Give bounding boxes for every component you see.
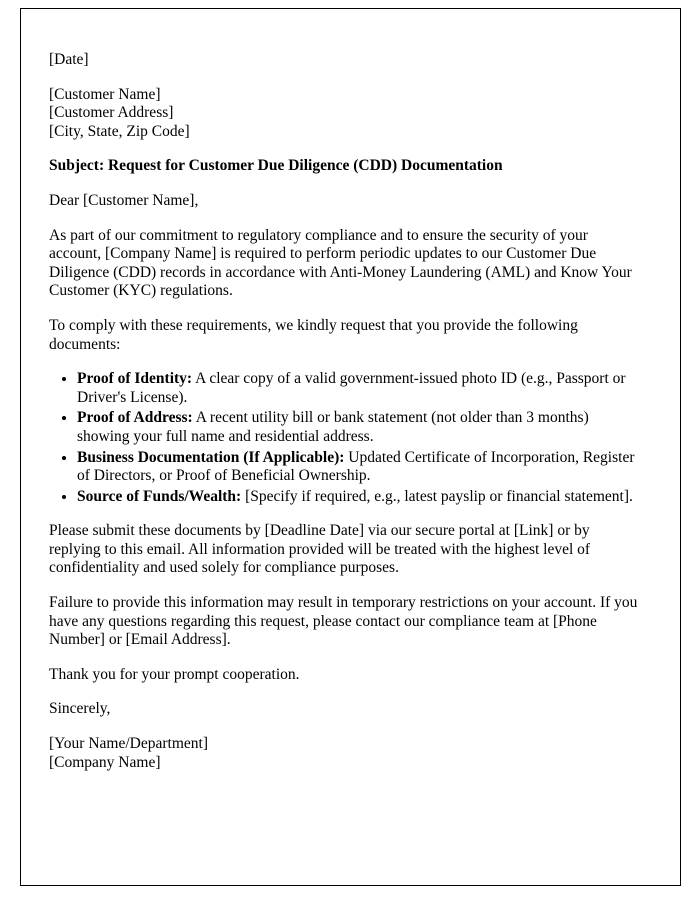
intro-paragraph: As part of our commitment to regulatory compliance and to ensure the security of your account, [Company Name] is required to perform periodic updates to our Customer Due Diligence (CDD) records in accordance with Anti-Money Laundering (AML) and Know Your Customer (KYC) regulations.	[49, 226, 632, 300]
recipient-name: [Customer Name]	[49, 85, 161, 103]
bullet-label: Proof of Identity:	[77, 370, 193, 388]
bullet-text: A recent utility bill or bank statement (not older than 3 months) showing your full name and residential address.	[77, 409, 589, 445]
failure-warning-paragraph: Failure to provide this information may result in temporary restrictions on your account. If you have any questions regarding this request, please contact our compliance team at [Phone Number] or [Email Address].	[49, 594, 638, 649]
document-list	[49, 370, 642, 506]
recipient-block	[49, 86, 642, 142]
bullet-text: Updated Certificate of Incorporation, Register of Directors, or Proof of Beneficial Ownership.	[77, 448, 635, 485]
thanks-paragraph: Thank you for your prompt cooperation.	[49, 665, 300, 683]
signature-name-department: [Your Name/Department]	[49, 735, 208, 753]
closing-line: Sincerely,	[49, 700, 111, 718]
signature-block	[49, 735, 642, 772]
bullet-label: Proof of Address:	[77, 409, 193, 427]
salutation: Dear [Customer Name],	[49, 191, 199, 209]
bullet-label: Business Documentation (If Applicable):	[77, 448, 345, 466]
request-paragraph: To comply with these requirements, we kindly request that you provide the following documents:	[49, 316, 578, 353]
submission-paragraph: Please submit these documents by [Deadline Date] via our secure portal at [Link] or by replying to this email. All information provided will be treated with the highest level of confidentiality and used solely for compliance purposes.	[49, 522, 591, 577]
list-item	[77, 409, 642, 446]
list-item	[77, 449, 642, 486]
list-item	[77, 488, 642, 507]
bullet-text: A clear copy of a valid government-issued photo ID (e.g., Passport or Driver's License).	[77, 370, 626, 406]
bullet-text: [Specify if required, e.g., latest payslip or financial statement].	[241, 487, 633, 505]
date-line: [Date]	[49, 51, 89, 68]
subject-line: Subject: Request for Customer Due Diligence (CDD) Documentation	[49, 157, 503, 175]
recipient-address: [Customer Address]	[49, 104, 174, 122]
signature-company: [Company Name]	[49, 753, 161, 771]
bullet-label: Source of Funds/Wealth:	[77, 487, 242, 505]
recipient-city-state-zip: [City, State, Zip Code]	[49, 122, 190, 140]
list-item	[77, 370, 642, 407]
letter-page	[20, 8, 681, 886]
